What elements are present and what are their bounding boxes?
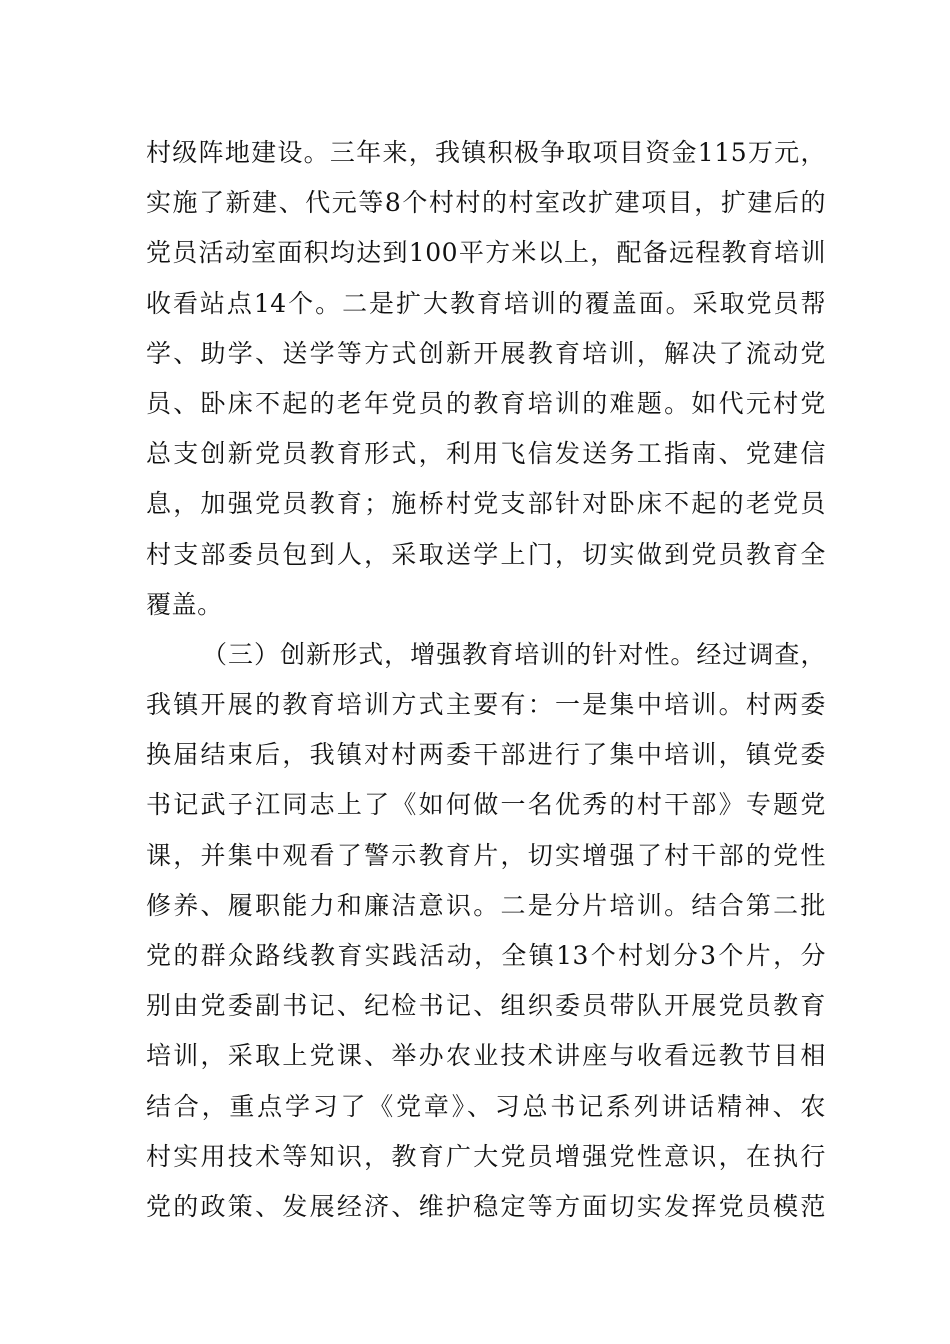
document-body: [146, 128, 826, 1232]
text-line: 换届结束后，我镇对村两委干部进行了集中培训，镇党委: [146, 740, 826, 770]
text-line: 党员活动室面积均达到100平方米以上，配备远程教育培训: [146, 238, 826, 268]
text-line: 课，并集中观看了警示教育片，切实增强了村干部的党性: [146, 840, 826, 870]
text-line: 修养、履职能力和廉洁意识。二是分片培训。结合第二批: [146, 890, 826, 920]
text-line: 学、助学、送学等方式创新开展教育培训，解决了流动党: [146, 338, 826, 368]
text-line: 覆盖。: [146, 589, 223, 619]
text-line: 培训，采取上党课、举办农业技术讲座与收看远教节目相: [146, 1041, 826, 1071]
text-line: 别由党委副书记、纪检书记、组织委员带队开展党员教育: [146, 991, 826, 1021]
text-line: 实施了新建、代元等8个村村的村室改扩建项目，扩建后的: [146, 188, 826, 218]
text-line: 员、卧床不起的老年党员的教育培训的难题。如代元村党: [146, 388, 826, 418]
text-line: 总支创新党员教育形式，利用飞信发送务工指南、党建信: [146, 439, 826, 469]
text-line: 村实用技术等知识，教育广大党员增强党性意识，在执行: [146, 1141, 826, 1171]
section-heading-line: （三）创新形式，增强教育培训的针对性。经过调查，: [202, 639, 826, 669]
text-line: 息，加强党员教育；施桥村党支部针对卧床不起的老党员: [146, 489, 826, 519]
text-line: 结合，重点学习了《党章》、习总书记系列讲话精神、农: [146, 1091, 826, 1121]
text-line: 党的政策、发展经济、维护稳定等方面切实发挥党员模范: [146, 1191, 826, 1221]
text-line: 党的群众路线教育实践活动，全镇13个村划分3个片，分: [146, 941, 826, 970]
text-line: 村级阵地建设。三年来，我镇积极争取项目资金115万元，: [146, 138, 826, 167]
text-line: 收看站点14个。二是扩大教育培训的覆盖面。采取党员帮: [146, 288, 826, 318]
text-line: 书记武子江同志上了《如何做一名优秀的村干部》专题党: [146, 790, 826, 820]
text-line: 我镇开展的教育培训方式主要有：一是集中培训。村两委: [146, 690, 826, 720]
text-line: 村支部委员包到人，采取送学上门，切实做到党员教育全: [146, 539, 826, 569]
